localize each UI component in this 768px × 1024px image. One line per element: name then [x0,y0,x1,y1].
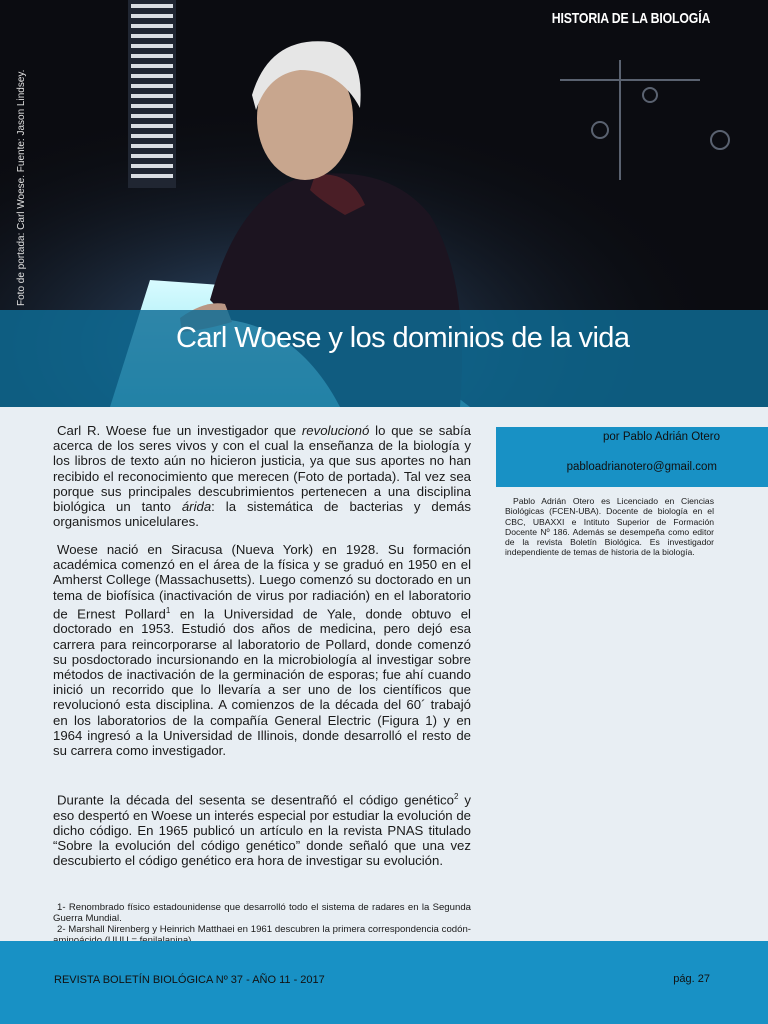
footnote-1: 1- Renombrado físico estadounidense que desarrolló todo el sistema de radares en la Segunda Guerra Mundial. [53,902,471,924]
author-bio: Pablo Adrián Otero es Licenciado en Ciencias Biológicas (FCEN-UBA). Docente de biología en el CBC, UBAXXI e Intituto Superior de Formación Docente Nº 186. Además se desempeña como editor de la revista Boletín Biológica. Es investigador independiente de temas de historia de la biología. [505,496,714,558]
photo-credit: Foto de portada: Carl Woese. Fuente: Jason Lindsey. [16,69,27,306]
footnote-ref-2: 2 [453,792,459,801]
footnote-ref-1: 1 [165,605,171,615]
article-paragraph-3: Durante la década del sesenta se desentrañó el código genético$^2$ y eso despertó en Woese un interés especial por estudiar la evolución de dicho código. En 1965 publicó un artículo en la revista PNAS titulado “Sobre la evolución del código genético” donde señaló que una vez descubierto el código genético era hora de investigar su evolución. [53,792,471,869]
author-byline: por Pablo Adrián Otero [603,431,720,443]
window-blinds [128,0,176,188]
article-title: Carl Woese y los dominios de la vida [176,322,630,354]
page-number: pág. 27 [673,973,710,985]
emphasis-arida: árida [181,499,212,515]
author-box [496,427,768,487]
journal-info: REVISTA BOLETÍN BIOLÓGICA Nº 37 - AÑO 11 - 2017 [54,974,325,986]
article-paragraph-1: Carl R. Woese fue un investigador que revolucionó lo que se sabía acerca de los seres vivos y con el cual la enseñanza de la biología y los libros de texto aún no hicieron justicia, ya que sus aportes no han recibido el reconocimiento que merecen (Foto de portada). Tal vez sea porque sus principales descubrimientos pertenecen a una disciplina biológica un tanto árida: la sistemática de bacterias y demás organismos unicelulares. [53,423,471,530]
footnote-2: 2- Marshall Nirenberg y Heinrich Matthaei en 1961 descubren la primera correspondencia codón- [57,924,471,935]
section-tag: HISTORIA DE LA BIOLOGÍA [551,10,710,27]
article-paragraph-2: Woese nació en Siracusa (Nueva York) en 1928. Su formación académica comenzó en el área de la física y se graduó en 1950 en el Amherst College (Massachusetts). Luego comenzó su doctorado en un tema de biofísica (inactivación de virus por radiación) en el laboratorio de Ernest Pollard$^1$ en la Universidad de Yale, donde obtuvo el doctorado en 1953. Estudió dos años de medicina, pero dejó esa carrera para reincorporarse al laboratorio de Pollard, donde comenzó su posdoctorado incursionando en la microbiología al investigar sobre métodos de inactivación de la germinación de esporas; fue ahí cuando inició un recorrido que lo llevaría a ser uno de los científicos que revolucionó esta disciplina. A comienzos de la década del 60´ trabajó en los laboratorios de la compañía General Electric (Figura 1) y en 1964 ingresó a la Universidad de Illinois, donde desarrolló el resto de su carrera como investigador. [53,542,471,759]
emphasis-revolucion: revolucionó [301,423,370,438]
author-email[interactable]: pabloadrianotero@gmail.com [566,461,717,473]
